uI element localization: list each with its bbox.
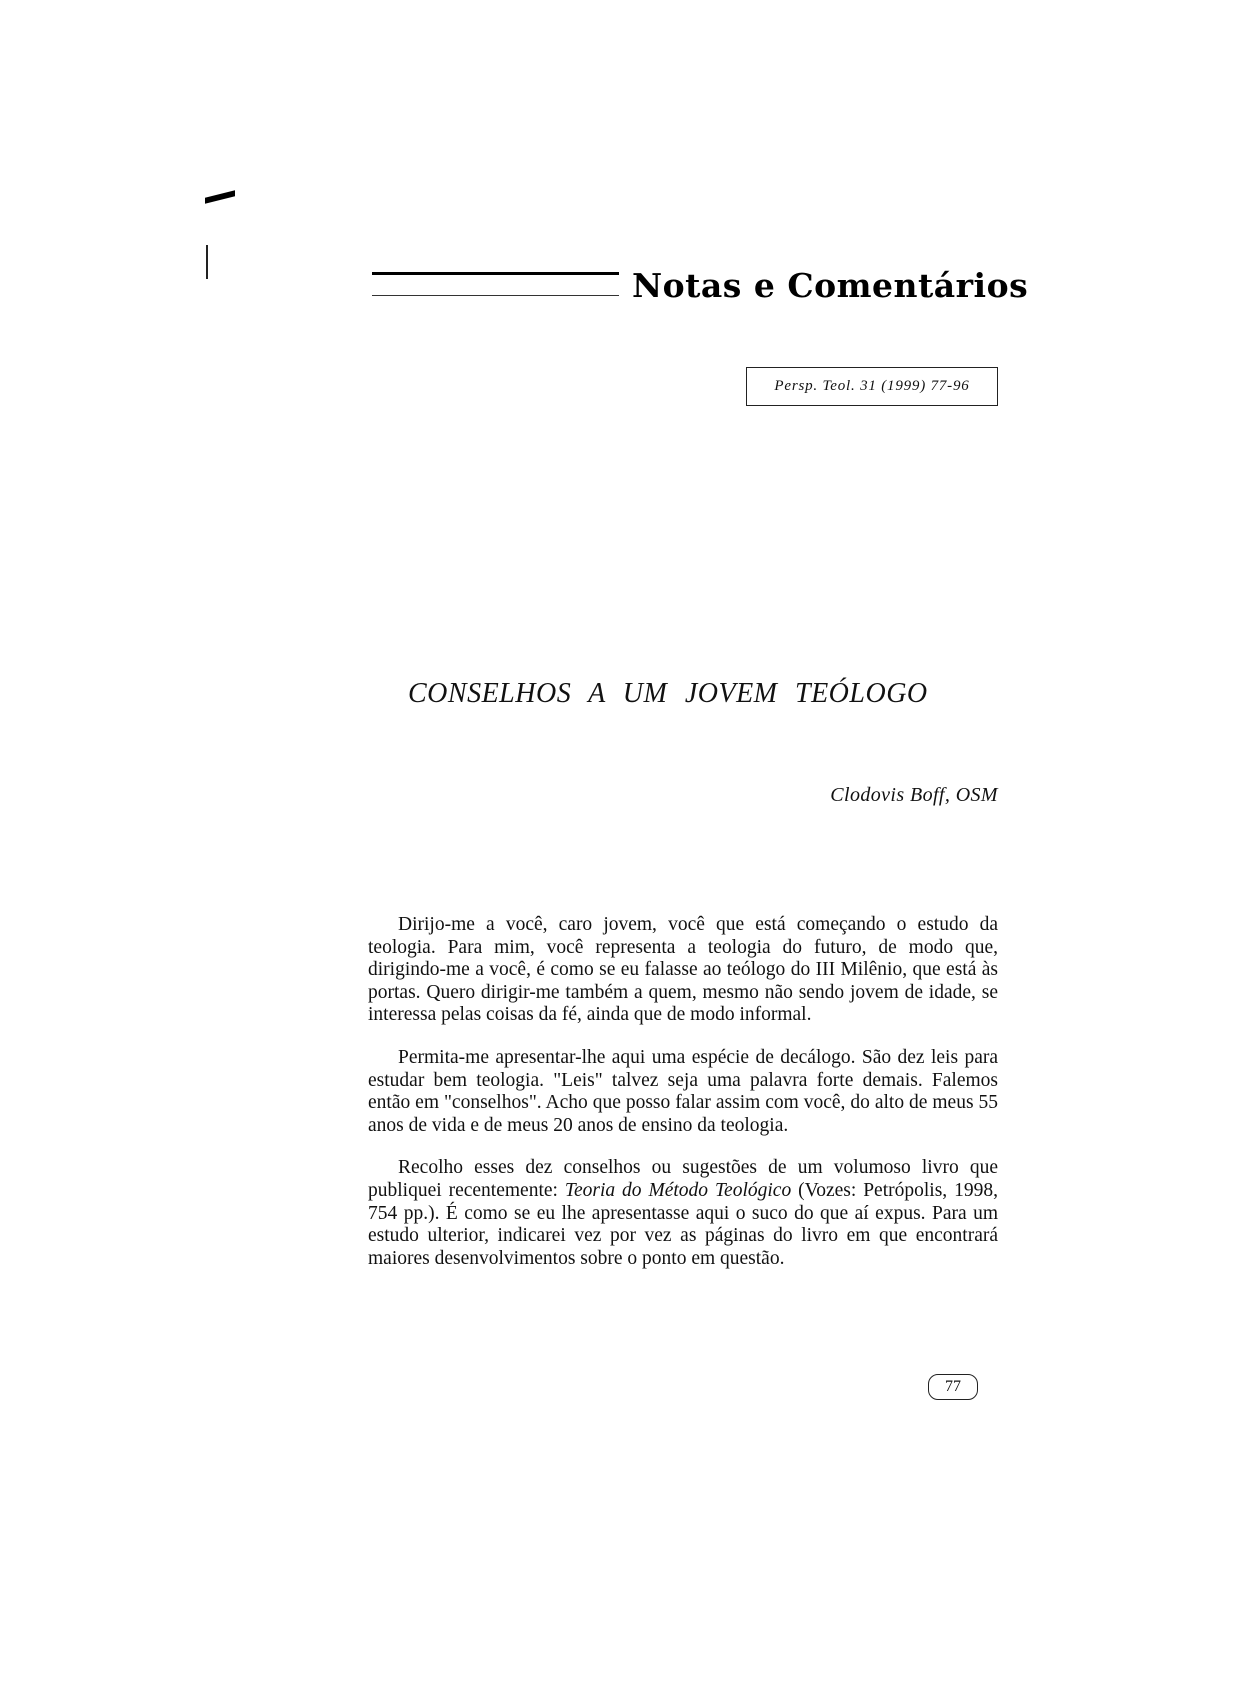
page-number: 77 [928, 1374, 978, 1400]
book-title: Teoria do Método Teológico [564, 1179, 792, 1201]
paragraph-2: Permita-me apresentar-lhe aqui uma espécie de decálogo. São dez leis para estudar bem teologia. "Leis" talvez seja uma palavra forte demais. Falemos então em "conselhos". Acho que posso falar assim com você, do alto de meus 55 anos de vida e de meus 20 anos de ensino da teologia. [368, 1046, 998, 1136]
article-title: CONSELHOS A UM JOVEM TEÓLOGO [408, 678, 928, 709]
article-body [368, 914, 998, 1290]
author-name: Clodovis Boff, OSM [830, 784, 998, 806]
section-title: Notas e Comentários [632, 266, 1029, 305]
crop-mark-horizontal [205, 190, 235, 203]
paragraph-1: Dirijo-me a você, caro jovem, você que está começando o estudo da teologia. Para mim, você representa a teologia do futuro, de modo que, dirigindo-me a você, é como se eu falasse ao teólogo do III Milênio, que está às portas. Quero dirigir-me também a quem, mesmo não sendo jovem de idade, se interessa pelas coisas da fé, ainda que de modo informal. [368, 914, 998, 1026]
header-rule-thin [372, 295, 619, 296]
paragraph-3 [368, 1157, 998, 1270]
crop-mark-vertical [206, 245, 208, 279]
citation-box: Persp. Teol. 31 (1999) 77-96 [746, 367, 998, 406]
paragraph-3-text-after: (Vozes: Petrópolis, 1998, 754 pp.). É como se eu lhe apresentasse aqui o suco do que aí expus. Para um estudo ulterior, indicarei vez por vez as páginas do livro em que encontrará maiores desenvolvimentos sobre o ponto em questão. [368, 1179, 998, 1269]
paragraph-3-text-before: Recolho esses dez conselhos ou sugestões de um volumoso livro que publiquei recentemente: [368, 1157, 998, 1201]
header-rule-thick [372, 272, 619, 275]
